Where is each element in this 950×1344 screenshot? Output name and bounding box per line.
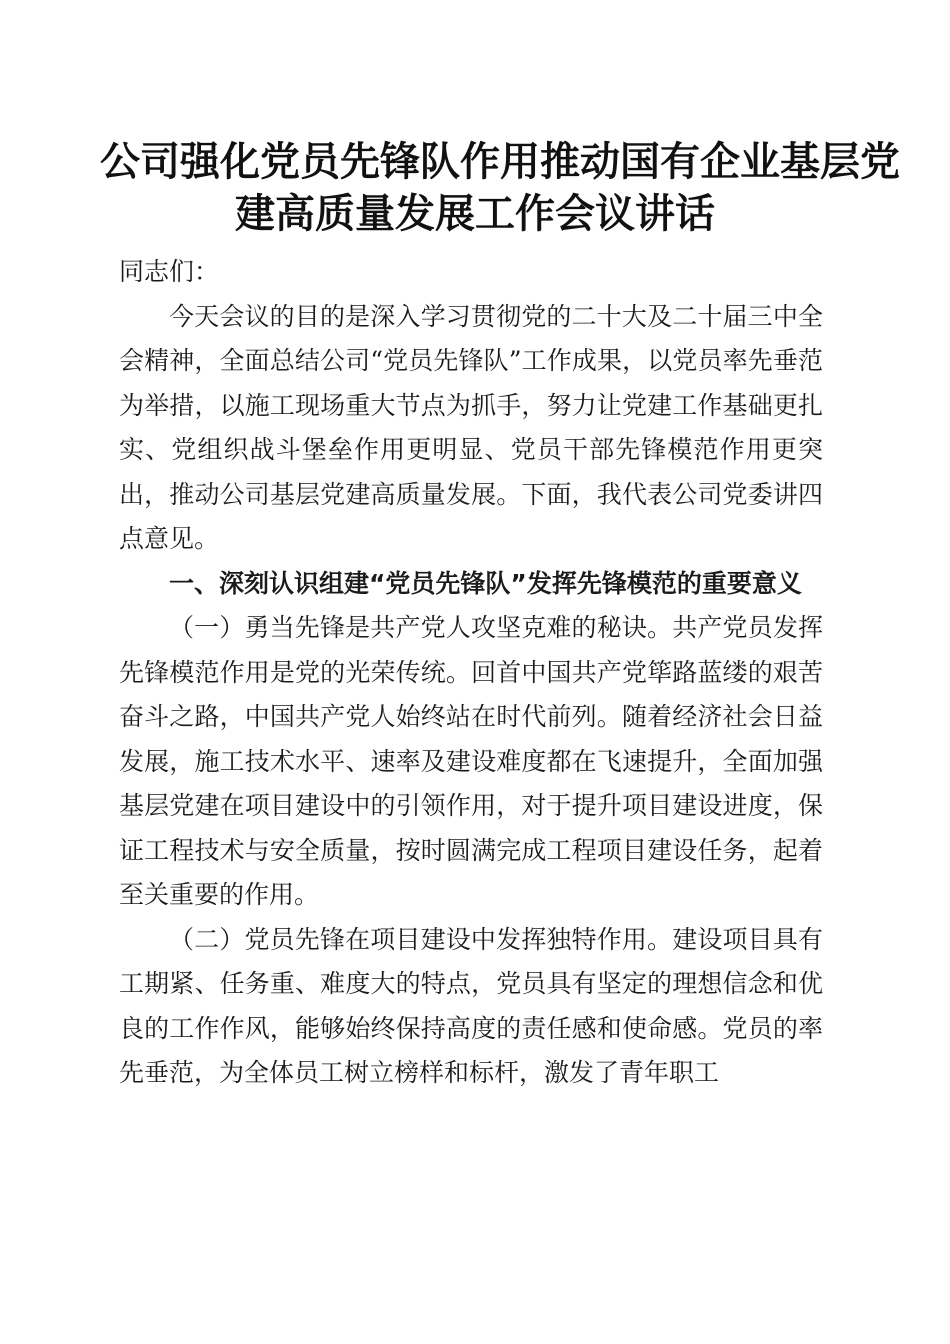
subsection-1-text: 共产党员发挥先锋模范作用是党的光荣传统。回首中国共产党筚路蓝缕的艰苦奋斗之路，中国共产党人始终站在时代前列。随着经济社会日益发展，施工技术水平、速率及建设难度都在飞速提升，全面加强基层党建在项目建设中的引领作用，对于提升项目建设进度，保证工程技术与安全质量，按时圆满完成工程项目建设任务，起着至关重要的作用。 <box>119 613 823 909</box>
intro-paragraph: 今天会议的目的是深入学习贯彻党的二十大及二十届三中全会精神，全面总结公司“党员先锋队”工作成果，以党员率先垂范为举措，以施工现场重大节点为抓手，努力让党建工作基础更扎实、党组织战斗堡垒作用更明显、党员干部先锋模范作用更突出，推动公司基层党建高质量发展。下面，我代表公司党委讲四点意见。 <box>119 301 823 553</box>
section-heading-1: 一、深刻认识组建“党员先锋队”发挥先锋模范的重要意义 <box>169 568 802 598</box>
document-title <box>100 136 900 240</box>
subsection-1-lead: （一）勇当先锋是共产党人攻坚克难的秘诀。 <box>169 613 673 642</box>
subsection-1 <box>119 606 823 918</box>
subsection-2-text: 建设项目具有工期紧、任务重、难度大的特点，党员具有坚定的理想信念和优良的工作作风，能够始终保持高度的责任感和使命感。党员的率先垂范，为全体员工树立榜样和标杆，激发了青年职工 <box>119 924 823 1087</box>
subsection-2 <box>119 918 823 1096</box>
document-body <box>119 250 823 1096</box>
salutation: 同志们： <box>119 257 220 286</box>
title-line-2: 建高质量发展工作会议讲话 <box>235 190 715 237</box>
title-line-1: 公司强化党员先锋队作用推动国有企业基层党 <box>100 138 900 185</box>
subsection-2-lead: （二）党员先锋在项目建设中发挥独特作用。 <box>169 924 673 954</box>
